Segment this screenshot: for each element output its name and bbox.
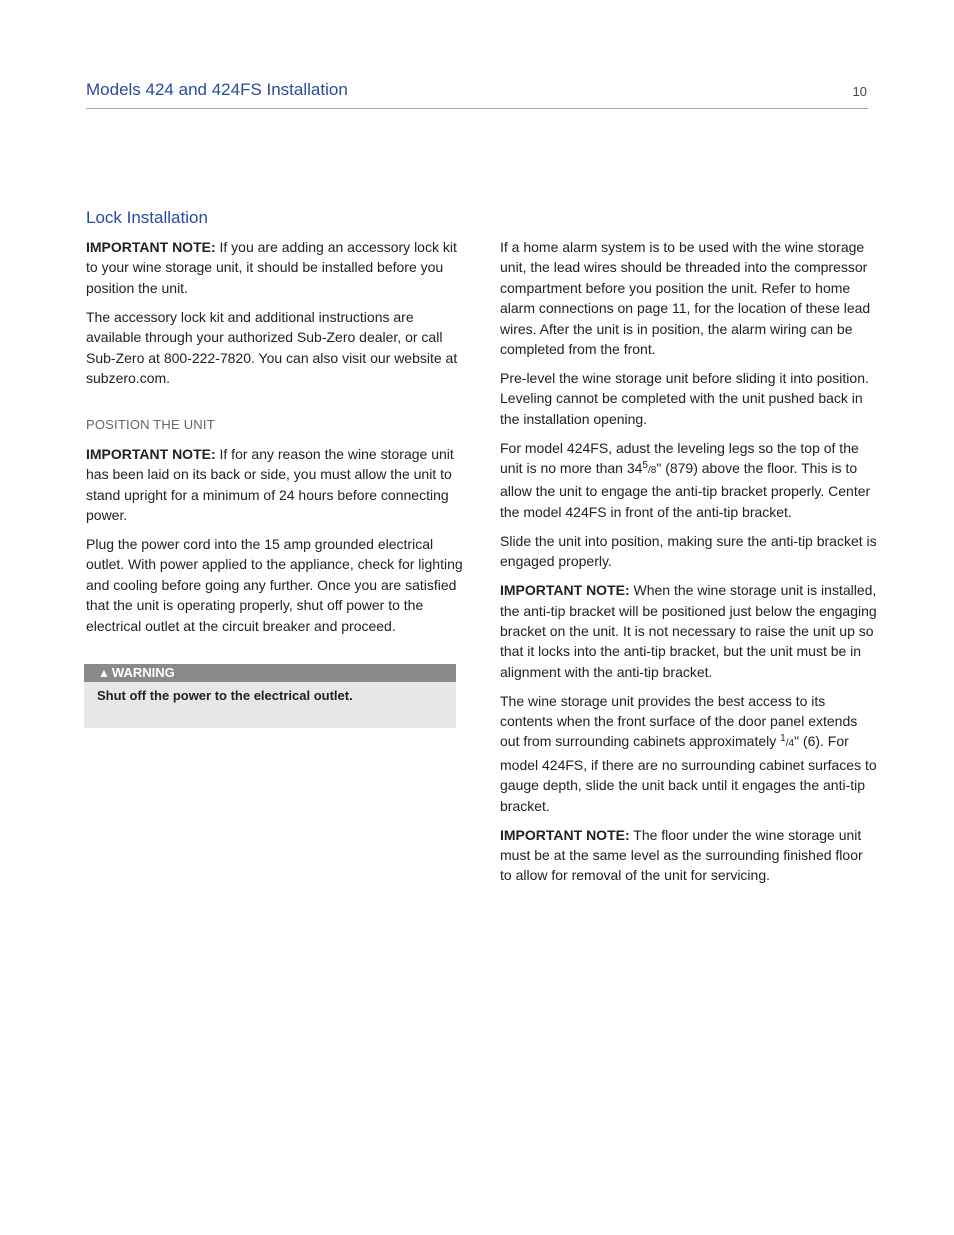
paragraph-text: For model 424FS, adust the leveling legs so the top of the unit is no more than 34 [500,439,859,477]
important-note-label: IMPORTANT NOTE: [500,826,630,843]
warning-box [84,664,456,728]
fraction-numerator: 5 [642,460,648,472]
important-note-label: IMPORTANT NOTE: [86,445,216,462]
paragraph-text: If for any reason the wine storage unit has been laid on its back or side, you must allow the unit to stand upright for a minimum of 24 hours before connecting power. [86,445,454,523]
warning-header [84,664,456,682]
important-note-label: IMPORTANT NOTE: [500,582,630,599]
paragraph-text: The wine storage unit provides the best access to its contents when the front surface of the door panel extends out from surrounding cabinets approximately [500,692,858,750]
page-header-title: Models 424 and 424FS Installation [86,80,348,99]
header-divider [86,108,868,109]
paragraph [500,580,878,682]
paragraph [500,825,878,886]
warning-text: Shut off the power to the electrical outlet. [97,688,353,703]
left-column [86,237,464,644]
subheading: POSITION THE UNIT [86,417,215,433]
important-note-label: IMPORTANT NOTE: [86,239,216,255]
fraction-denominator: /8 [647,465,657,477]
paragraph-text: The floor under the wine storage unit must be at the same level as the surrounding finished floor to allow for removal of the unit for servicing. [500,826,863,884]
paragraph: Plug the power cord into the 15 amp grounded electrical outlet. With power applied to the appliance, check for lighting and cooling before going any further. Once you are satisfied that the unit is operating properly, shut off power to the electrical outlet at the circuit breaker and proceed. [86,535,463,634]
fraction-denominator: /4 [785,738,795,750]
paragraph [86,237,464,298]
paragraph [500,438,878,523]
right-column [500,237,878,894]
paragraph [86,444,464,526]
paragraph-text: When the wine storage unit is installed, the anti-tip bracket will be positioned just below the engaging bracket on the unit. It is not necessary to raise the unit up so that it locks into the anti-tip bracket, but the unit must be in alignment with the anti-tip bracket. [500,582,877,680]
fraction-numerator: 1 [780,733,786,745]
paragraph: Pre-level the wine storage unit before sliding it into position. Leveling cannot be completed with the unit pushed back in the installation opening. [500,369,869,427]
paragraph: The accessory lock kit and additional instructions are available through your authorized Sub-Zero dealer, or call Sub-Zero at 800-222-7820. You can also visit our website at subzero.com. [86,308,458,386]
paragraph [500,691,878,816]
paragraph: If a home alarm system is to be used with the wine storage unit, the lead wires should be threaded into the compressor compartment before you position the unit. Refer to home alarm connections on page 11, for the location of these lead wires. After the unit is in position, the alarm wiring can be completed from the front. [500,239,871,358]
warning-triangle-icon: ▲ [98,666,110,680]
paragraph-text: " (879) above the floor. This is to allow the unit to engage the anti-tip bracket properly. Center the model 424FS in front of the anti-tip bracket. [500,460,871,520]
paragraph-text: " (6). For model 424FS, if there are no surrounding cabinet surfaces to gauge depth, slide the unit back until it engages the anti-tip bracket. [500,733,877,814]
page-number: 10 [852,84,867,99]
paragraph: Slide the unit into position, making sure the anti-tip bracket is engaged properly. [500,532,877,570]
paragraph-text: If you are adding an accessory lock kit to your wine storage unit, it should be installed before you position the unit. [86,239,457,296]
section-title: Lock Installation [86,208,208,227]
warning-label: WARNING [111,665,175,680]
